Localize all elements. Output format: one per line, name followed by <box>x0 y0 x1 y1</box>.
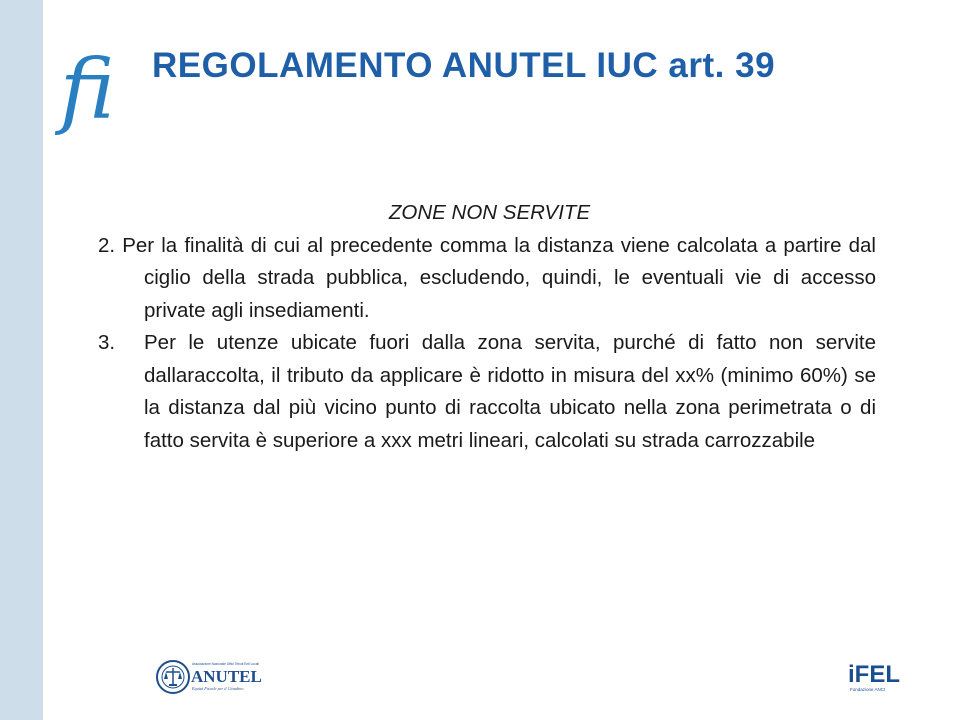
item-number: 2. <box>98 233 116 257</box>
left-decorative-band <box>0 0 43 720</box>
svg-text:ANUTEL: ANUTEL <box>191 667 262 686</box>
svg-text:Fondazione ANCI: Fondazione ANCI <box>850 687 886 692</box>
article-item-2 <box>98 230 876 328</box>
anutel-logo <box>156 657 262 697</box>
item-text: Per la finalità di cui al precedente comma la distanza viene calcolata a partire dal ciglio della strada pubblica, escludendo, quindi, le eventuali vie di accesso private agli insediamenti. <box>122 233 876 322</box>
svg-text:Equità Fiscale per il Cittadin: Equità Fiscale per il Cittadino <box>192 686 244 691</box>
item-text: Per le utenze ubicate fuori dalla zona servita, purché di fatto non servite dallaraccolta, il tributo da applicare è ridotto in misura del xx% (minimo 60%) se la distanza dal più vicino punto di raccolta ubicato nella zona perimetrata o di fatto servita è superiore a xxx metri lineari, calcolati su strada carrozzabile <box>144 331 876 452</box>
svg-text:fi: fi <box>60 43 115 138</box>
section-heading: ZONE NON SERVITE <box>388 201 591 224</box>
item-number: 3. <box>98 331 116 354</box>
slide-title: REGOLAMENTO ANUTEL IUC art. 39 <box>152 46 776 85</box>
ifel-logo <box>848 658 900 694</box>
slide-body <box>98 197 876 457</box>
article-item-3 <box>98 327 876 457</box>
svg-text:iFEL: iFEL <box>848 661 900 688</box>
fi-logo-icon <box>58 38 128 138</box>
svg-text:Associazione Nazionale Uffici: Associazione Nazionale Uffici Tributi Enti Locali <box>192 662 259 666</box>
